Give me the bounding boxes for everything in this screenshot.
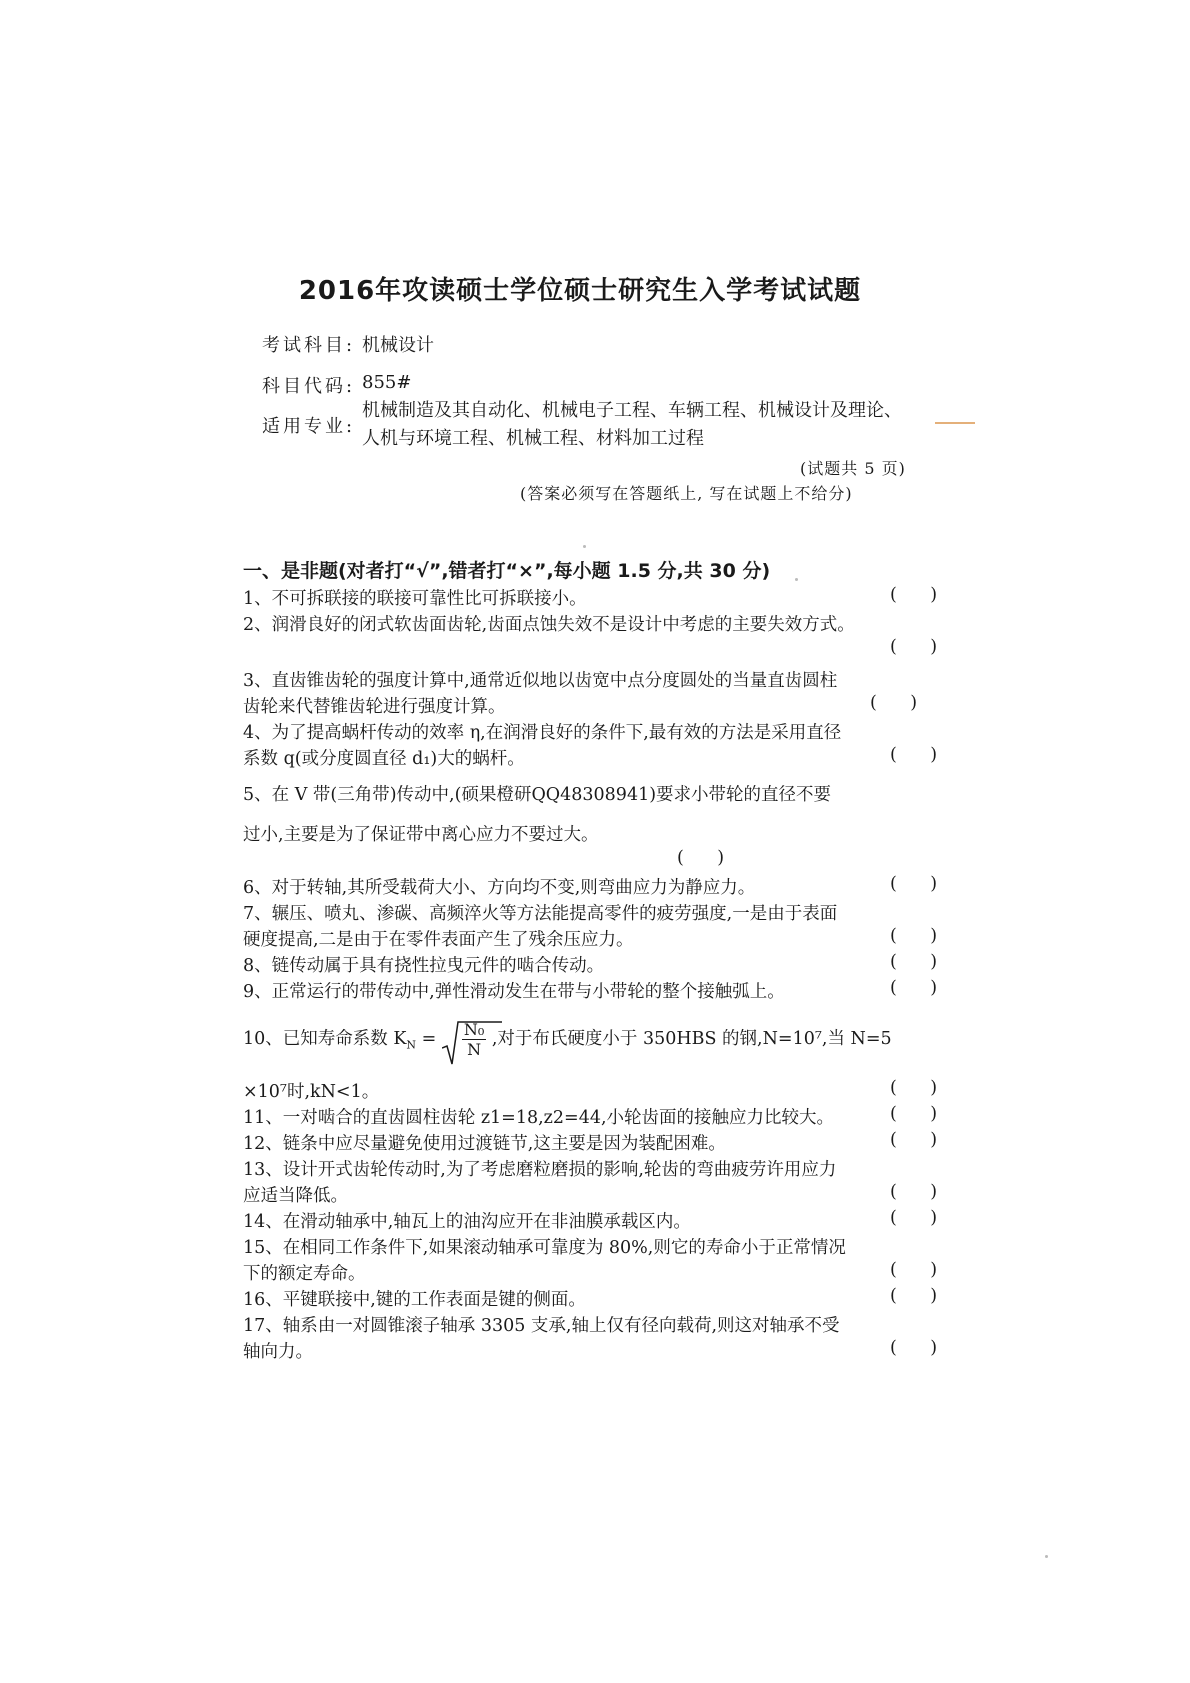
question-3-line-1: 3、直齿锥齿轮的强度计算中,通常近似地以齿宽中点分度圆处的当量直齿圆柱 — [243, 671, 838, 691]
root-sign — [442, 1020, 486, 1059]
scan-speck — [795, 578, 798, 581]
question-13-line-2: 应适当降低。 — [243, 1186, 348, 1206]
q10-denominator: N — [467, 1040, 482, 1059]
radical-icon — [442, 1020, 552, 1070]
q10-prefix: 10、已知寿命系数 K — [243, 1029, 407, 1049]
q10-equals: = — [421, 1029, 437, 1049]
pages-note: (试题共 5 页) — [800, 459, 906, 478]
answer-paren-17: ( ) — [890, 1338, 938, 1358]
question-3-line-2: 齿轮来代替锥齿轮进行强度计算。 — [243, 697, 506, 717]
question-4-line-1: 4、为了提高蜗杆传动的效率 η,在润滑良好的条件下,最有效的方法是采用直径 — [243, 723, 842, 743]
question-15-line-2: 下的额定寿命。 — [243, 1264, 366, 1284]
question-13-line-1: 13、设计开式齿轮传动时,为了考虑磨粒磨损的影响,轮齿的弯曲疲劳许用应力 — [243, 1160, 837, 1180]
code-value: 855# — [362, 372, 412, 393]
answer-paren-15: ( ) — [890, 1260, 938, 1280]
section-heading: 一、是非题(对者打“√”,错者打“×”,每小题 1.5 分,共 30 分) — [243, 560, 771, 582]
majors-list — [362, 397, 962, 453]
majors-label: 适用专业: — [262, 416, 356, 437]
q10-suffix: ,对于布氏硬度小于 350HBS 的钢,N=10⁷,当 N=5 — [491, 1029, 892, 1049]
answer-paren-2: ( ) — [890, 637, 938, 657]
question-15-line-1: 15、在相同工作条件下,如果滚动轴承可靠度为 80%,则它的寿命小于正常情况 — [243, 1238, 846, 1258]
question-6: 6、对于转轴,其所受载荷大小、方向均不变,则弯曲应力为静应力。 — [243, 878, 756, 898]
q10-numerator: N₀ — [463, 1020, 485, 1039]
answer-paren-16: ( ) — [890, 1286, 938, 1306]
code-label: 科目代码: — [262, 376, 356, 397]
pen-mark — [935, 422, 975, 424]
majors-line-1: 机械制造及其自动化、机械电子工程、车辆工程、机械设计及理论、 — [362, 400, 902, 421]
subject-label: 考试科目: — [262, 335, 356, 356]
question-1: 1、不可拆联接的联接可靠性比可拆联接小。 — [243, 589, 587, 609]
subject-value: 机械设计 — [362, 335, 434, 356]
answer-paren-1: ( ) — [890, 585, 938, 605]
answer-paren-13: ( ) — [890, 1182, 938, 1202]
majors-line-2: 人机与环境工程、机械工程、材料加工过程 — [362, 428, 704, 449]
question-9: 9、正常运行的带传动中,弹性滑动发生在带与小带轮的整个接触弧上。 — [243, 982, 785, 1002]
exam-title: 2016年攻读硕士学位硕士研究生入学考试试题 — [298, 276, 862, 306]
scan-speck — [1045, 1555, 1048, 1558]
question-11: 11、一对啮合的直齿圆柱齿轮 z1=18,z2=44,小轮齿面的接触应力比较大。 — [243, 1108, 835, 1128]
answer-paren-12: ( ) — [890, 1130, 938, 1150]
question-10-line-1 — [243, 1020, 892, 1059]
answer-paren-10: ( ) — [890, 1078, 938, 1098]
question-17-line-1: 17、轴系由一对圆锥滚子轴承 3305 支承,轴上仅有径向载荷,则这对轴承不受 — [243, 1316, 840, 1336]
question-7-line-1: 7、辗压、喷丸、渗碳、高频淬火等方法能提高零件的疲劳强度,一是由于表面 — [243, 904, 838, 924]
answer-paren-5: ( ) — [677, 848, 725, 868]
question-4-line-2: 系数 q(或分度圆直径 d₁)大的蜗杆。 — [243, 749, 525, 769]
q10-subscript: N — [406, 1038, 417, 1052]
answer-paren-4: ( ) — [890, 745, 938, 765]
answer-paren-7: ( ) — [890, 926, 938, 946]
question-14: 14、在滑动轴承中,轴瓦上的油沟应开在非油膜承载区内。 — [243, 1212, 691, 1232]
question-12: 12、链条中应尽量避免使用过渡链节,这主要是因为装配困难。 — [243, 1134, 726, 1154]
answer-paren-11: ( ) — [890, 1104, 938, 1124]
answer-paren-14: ( ) — [890, 1208, 938, 1228]
answer-paren-9: ( ) — [890, 978, 938, 998]
answer-paren-8: ( ) — [890, 952, 938, 972]
question-5-line-1: 5、在 V 带(三角带)传动中,(硕果橙研QQ48308941)要求小带轮的直径不要 — [243, 785, 832, 805]
answer-note: (答案必须写在答题纸上, 写在试题上不给分) — [520, 484, 853, 503]
question-17-line-2: 轴向力。 — [243, 1342, 313, 1362]
question-2: 2、润滑良好的闭式软齿面齿轮,齿面点蚀失效不是设计中考虑的主要失效方式。 — [243, 615, 855, 635]
scan-speck — [583, 545, 586, 548]
question-16: 16、平键联接中,键的工作表面是键的侧面。 — [243, 1290, 586, 1310]
question-7-line-2: 硬度提高,二是由于在零件表面产生了残余压应力。 — [243, 930, 634, 950]
question-5-line-2: 过小,主要是为了保证带中离心应力不要过大。 — [243, 825, 599, 845]
question-10-line-2: ×10⁷时,kN<1。 — [243, 1082, 380, 1102]
answer-paren-6: ( ) — [890, 874, 938, 894]
answer-paren-3: ( ) — [870, 693, 918, 713]
question-8: 8、链传动属于具有挠性拉曳元件的啮合传动。 — [243, 956, 605, 976]
